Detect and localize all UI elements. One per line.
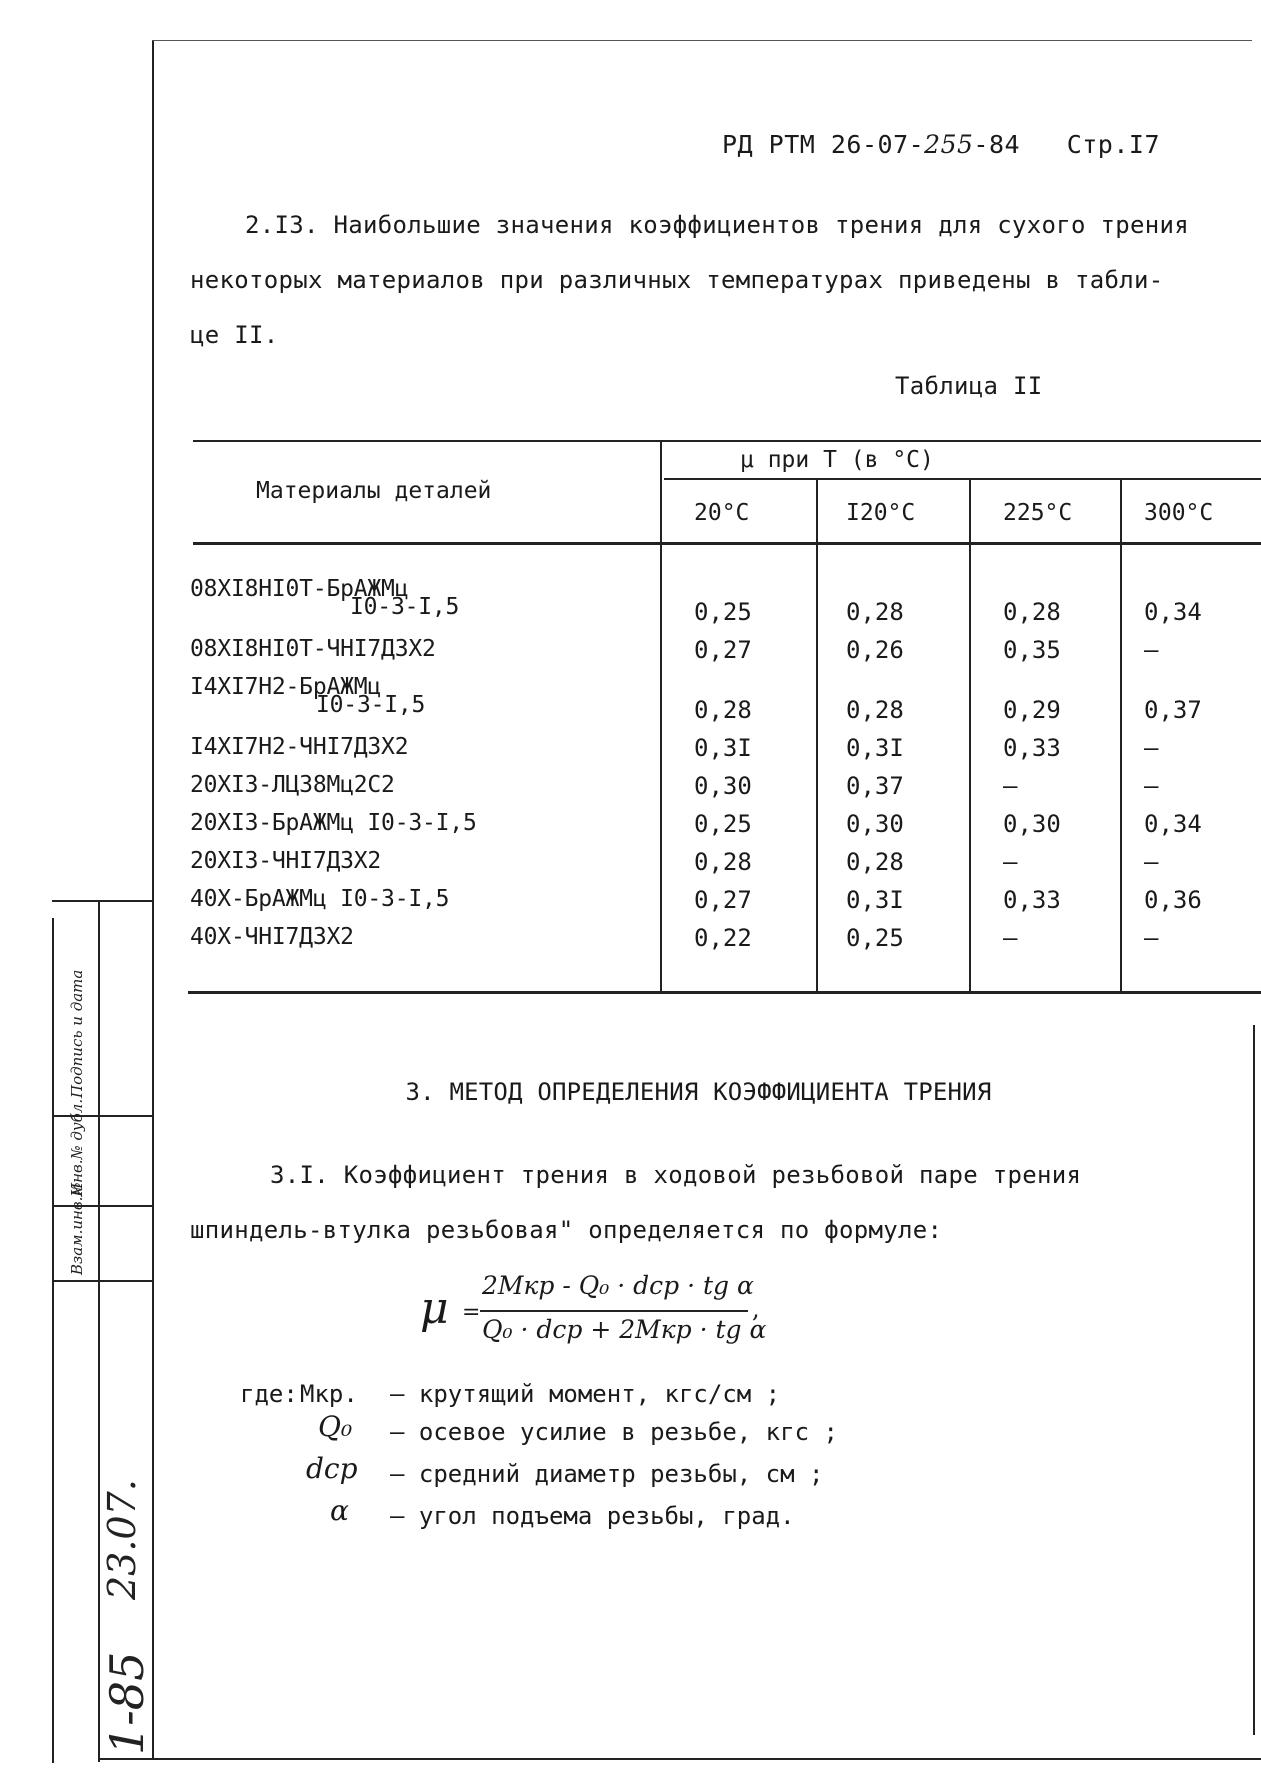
definitions-where-label: где: [240, 1380, 298, 1408]
definition-symbol: Q₀ [318, 1410, 353, 1443]
table-cell-value: 0,27 [694, 636, 752, 664]
table-cell-value: 0,28 [694, 848, 752, 876]
table-cell-value: 0,37 [1144, 696, 1202, 724]
stamp-row-divider [52, 1115, 152, 1117]
table-bottom-rule [188, 991, 1261, 994]
table-col-divider [969, 478, 971, 993]
document-code-number: 255 [924, 130, 974, 159]
table-cell-value: 0,34 [1144, 598, 1202, 626]
definition-text: – крутящий момент, кгс/см ; [390, 1380, 781, 1408]
table-top-rule [193, 440, 1261, 442]
table-cell-material-continued: I0-3-I,5 [350, 594, 460, 620]
table-cell-value: 0,28 [846, 696, 904, 724]
table-cell-value: 0,3I [846, 734, 904, 762]
table-cell-material: 40X-ЧНI7Д3X2 [190, 924, 354, 950]
table-col-divider [660, 440, 662, 993]
stamp-label-signature: Подпись и дата [68, 969, 86, 1098]
table-subheader-rule [664, 478, 1261, 480]
section-title [0, 1078, 1261, 1106]
stamp-frame-inner [98, 900, 100, 1762]
table-cell-value: – [1144, 848, 1159, 876]
formula-denominator: Q₀ · dср + 2Mкр · tg α [482, 1315, 767, 1344]
definition-text: – средний диаметр резьбы, см ; [390, 1460, 824, 1488]
table-cell-material: I4XI7H2-ЧНI7Д3X2 [190, 734, 409, 760]
table-cell-material: 40X-БрАЖМц I0-3-I,5 [190, 886, 450, 912]
table-header-temp: I20°С [846, 500, 916, 526]
table-cell-material: 20XI3-БрАЖМц I0-3-I,5 [190, 810, 477, 836]
table-header-group: μ при Т (в °С) [740, 447, 934, 473]
table-cell-material: 08XI8HI0T-ЧНI7Д3X2 [190, 636, 436, 662]
definition-symbol: dср [306, 1452, 358, 1485]
table-cell-value: – [1003, 848, 1018, 876]
definition-symbol: α [330, 1494, 349, 1527]
table-col-divider [816, 478, 818, 993]
formula-numerator: 2Mкр - Q₀ · dср · tg α [482, 1271, 754, 1300]
paragraph-line: шпиндель-втулка резьбовая" определяется по формуле: [190, 1216, 943, 1244]
table-cell-value: 0,37 [846, 772, 904, 800]
table-cell-value: – [1144, 772, 1159, 800]
table-cell-value: 0,28 [846, 598, 904, 626]
table-cell-value: 0,34 [1144, 810, 1202, 838]
stamp-frame-outer [52, 918, 54, 1763]
table-cell-value: 0,28 [1003, 598, 1061, 626]
page-number: Стр.I7 [1066, 130, 1161, 159]
table-cell-value: 0,28 [694, 696, 752, 724]
table-cell-material: 20XI3-ЛЦ38Мц2С2 [190, 772, 395, 798]
paragraph-line: це II. [190, 321, 279, 349]
table-cell-value: 0,25 [694, 810, 752, 838]
table-cell-value: 0,3I [694, 734, 752, 762]
stamp-row-divider [52, 900, 152, 902]
formula-equals: = [462, 1300, 481, 1325]
formula-lhs: μ [420, 1283, 449, 1334]
stamp-row-divider [52, 1280, 152, 1282]
table-cell-value: – [1003, 772, 1018, 800]
table-caption: Таблица II [895, 372, 1043, 400]
table-cell-value: 0,28 [846, 848, 904, 876]
stamp-row-divider [52, 1205, 152, 1207]
section-title-text: 3. МЕТОД ОПРЕДЕЛЕНИЯ КОЭФФИЦИЕНТА ТРЕНИЯ [405, 1078, 992, 1106]
table-cell-value: 0,30 [1003, 810, 1061, 838]
table-cell-material: 08XI8HI0T-БрАЖМц [190, 576, 409, 602]
table-cell-value: 0,26 [846, 636, 904, 664]
table-cell-value: 0,30 [846, 810, 904, 838]
definition-symbol: Мкр. [300, 1380, 358, 1408]
table-cell-value: 0,3I [846, 886, 904, 914]
table-cell-value: 0,30 [694, 772, 752, 800]
table-cell-material-continued: I0-3-I,5 [316, 692, 426, 718]
paragraph-line: некоторых материалов при различных температурах приведены в табли- [190, 266, 1164, 294]
table-cell-value: 0,29 [1003, 696, 1061, 724]
table-cell-value: – [1144, 924, 1159, 952]
stamp-label-inv-dubl: Инв.№ дубл. [68, 1098, 86, 1196]
table-cell-value: – [1144, 734, 1159, 762]
table-cell-value: 0,25 [846, 924, 904, 952]
table-header-materials: Материалы деталей [256, 478, 492, 504]
table-cell-value: 0,27 [694, 886, 752, 914]
formula-fraction-bar [480, 1310, 748, 1312]
table-cell-value: 0,36 [1144, 886, 1202, 914]
paragraph-line: 3.I. Коэффициент трения в ходовой резьбовой паре трения [270, 1161, 1082, 1189]
stamp-handwritten-date: 23.07. [100, 1479, 144, 1600]
table-cell-material: I4XI7H2-БрАЖМц [190, 674, 382, 700]
definition-text: – угол подъема резьбы, град. [390, 1502, 795, 1530]
table-header-temp: 300°С [1144, 500, 1214, 526]
definition-text: – осевое усилие в резьбе, кгс ; [390, 1418, 838, 1446]
paragraph-3-1 [190, 1148, 1240, 1258]
document-code-prefix: РД РТМ 26-07- [722, 130, 925, 159]
table-header-bottom-rule [193, 542, 1261, 545]
table-cell-value: 0,33 [1003, 886, 1061, 914]
table-cell-value: 0,35 [1003, 636, 1061, 664]
table-header-temp: 20°С [694, 500, 750, 526]
paragraph-line: 2.I3. Наибольшие значения коэффициентов трения для сухого трения [245, 211, 1189, 239]
table-col-divider [1120, 478, 1122, 993]
stamp-label-vzam: Взам.инв.№ [68, 1182, 86, 1275]
table-cell-value: – [1003, 924, 1018, 952]
table-cell-material: 20XI3-ЧНI7Д3X2 [190, 848, 382, 874]
friction-formula [420, 1265, 840, 1365]
formula-comma: , [752, 1295, 760, 1323]
table-cell-value: – [1144, 636, 1159, 664]
table-header-temp: 225°С [1003, 500, 1073, 526]
stamp-handwritten-number: 1-85 [100, 1651, 154, 1755]
table-cell-value: 0,22 [694, 924, 752, 952]
table-cell-value: 0,33 [1003, 734, 1061, 762]
document-code-suffix: -84 [973, 130, 1021, 159]
table-cell-value: 0,25 [694, 598, 752, 626]
